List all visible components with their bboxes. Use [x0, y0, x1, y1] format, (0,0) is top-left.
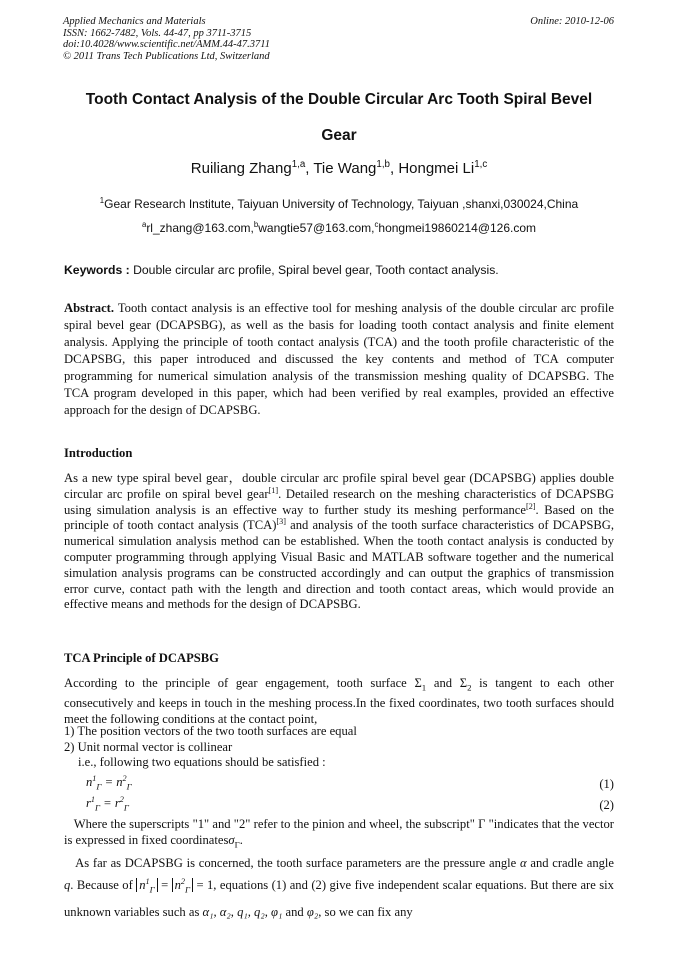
tca-text: and	[433, 676, 453, 690]
email-address: rl_zhang@163.com,	[146, 221, 254, 235]
condition-1: 1) The position vectors of the two tooth surfaces are equal	[64, 724, 357, 738]
eq-symbol: = n	[104, 775, 123, 789]
eq-symbol: n	[139, 878, 146, 892]
sigma-gamma-sub: Γ	[234, 839, 240, 850]
issn-line: ISSN: 1662-7482, Vols. 44-47, pp 3711-3715	[63, 27, 252, 39]
citation-3: [3]	[276, 517, 286, 527]
email-sup: a	[141, 220, 147, 229]
tca-text: and	[285, 904, 304, 919]
eq-symbol: n	[174, 878, 181, 892]
sigma-2	[459, 676, 472, 693]
sigma-symbol: Σ	[459, 676, 468, 690]
author-sup: 1,b	[376, 159, 390, 170]
equations-intro: i.e., following two equations should be satisfied :	[78, 755, 326, 769]
online-date: Online: 2010-12-06	[530, 16, 614, 27]
doi-line: doi:10.4028/www.scientific.net/AMM.44-47.3711	[63, 39, 270, 50]
author-sup: 1,a	[291, 159, 306, 170]
condition-2: 2) Unit normal vector is collinear	[64, 739, 233, 754]
eq-sup: 2	[180, 876, 185, 886]
affiliation-text: Gear Research Institute, Taiyuan University of Technology, Taiyuan ,shanxi,030024,China	[104, 197, 579, 211]
affiliation-sup: 1	[99, 196, 105, 205]
eq-sub: Γ	[149, 884, 155, 895]
citation-1: [1]	[268, 485, 279, 495]
author-name: Ruiliang Zhang	[190, 160, 292, 177]
tca-text: is tangent to each other consecutively and keeps in touch in the meshing process.In the fixed coordinates, two tooth surfaces should meet the following conditions at the contact point,	[64, 676, 615, 727]
eq-symbol: =	[161, 878, 172, 892]
equation-1	[86, 775, 132, 792]
equation-1-number: (1)	[599, 777, 614, 791]
tca-text: According to the principle of gear engagement, tooth surface	[64, 676, 407, 690]
eq-sup: 2	[119, 794, 124, 804]
tca-text: . Because of	[70, 878, 133, 892]
phi2-symbol: φ₂	[306, 904, 319, 919]
intro-text: As a new type spiral bevel gear，double circular arc profile spiral bevel gear (DCAPSBG) applies double circular arc profile on spiral bevel gear	[64, 471, 614, 501]
abstract-label: Abstract.	[64, 301, 115, 315]
q-symbol: q	[64, 878, 71, 892]
sigma-1	[414, 676, 427, 693]
author-emails	[40, 221, 638, 235]
keywords	[64, 263, 624, 277]
tca-paragraph-1	[64, 676, 614, 728]
tca-text: As far as DCAPSBG is concerned, the tooth surface parameters are the pressure angle	[75, 856, 517, 870]
eq-sup: 1	[92, 773, 97, 783]
intro-text: . Based on the principle of tooth contact analysis (TCA)	[64, 502, 614, 533]
sigma-sub: 1	[421, 682, 427, 693]
intro-text: . Detailed research on the meshing characteristics of DCAPSBG using simulation analysis is an effective way to further study its meshing performance	[64, 486, 614, 517]
sigma-gamma-symbol: σ	[228, 832, 235, 847]
tca-conditions	[64, 724, 357, 771]
email-address: hongmei19860214@126.com	[378, 221, 537, 235]
copyright-line: © 2011 Trans Tech Publications Ltd, Switzerland	[63, 50, 270, 62]
norm-n1	[136, 876, 157, 895]
tca-text: , equations (1) and (2) give five independent scalar equations. But there are six unknown variables such as	[64, 878, 614, 919]
eq-sub: Γ	[185, 884, 191, 895]
eq-sup: 2	[122, 773, 127, 783]
eq-symbol: n	[86, 775, 93, 789]
journal-header	[63, 16, 270, 62]
author-name: Tie Wang	[313, 160, 377, 177]
eq-sub: Γ	[126, 781, 132, 792]
equation-2	[86, 796, 129, 813]
intro-text: and analysis of the tooth surface characteristics of DCAPSBG, numerical simulation analysis method can be established. When the tooth contact analysis is conducted by computer programming through applying Visual Basic and MATLAB software together and the numerical simulation analysis programs can be constructed accordingly and can output the graphics of transmission error curve, contact path with the length and direction and tooth contact areas, which would provide an effective means and methods for the design of DCAPSBG.	[64, 518, 614, 612]
email-sup: c	[374, 220, 379, 229]
paper-title-line1: Tooth Contact Analysis of the Double Circular Arc Tooth Spiral Bevel	[85, 91, 593, 108]
keywords-label: Keywords :	[64, 263, 130, 277]
sigma-sub: 2	[467, 682, 472, 693]
tca-text: .	[239, 832, 243, 847]
abstract-text: Tooth contact analysis is an effective tool for meshing analysis of the double circular arc profile spiral bevel gear (DCAPSBG), as well as the basis for loading tooth contact analysis and finite element analysis. Applying the principle of tooth contact analysis (TCA) and the tooth profile characteristic of the DCAPSBG, this paper introduced and discussed the key contents and method of TCA computer programming for numerical simulation analysis of the transmission meshing quality of DCAPSBG. The TCA program developed in this paper, which had been verified by real examples, provided an effective approach for the design of DCAPSBG.	[64, 301, 614, 417]
eq-sup: 1	[145, 876, 150, 886]
equation-2-number: (2)	[599, 798, 614, 812]
email-sup: b	[253, 220, 259, 229]
norm-n2	[172, 876, 193, 895]
unknown-variables: α₁, α₂, q₁, q₂, φ₁	[202, 904, 283, 919]
tca-paragraph-3	[64, 852, 614, 923]
tca-text: and cradle angle	[530, 856, 615, 870]
eq-sub: Γ	[95, 802, 101, 813]
tca-heading: TCA Principle of DCAPSBG	[64, 651, 219, 665]
tca-text: , so we can fix any	[318, 904, 413, 919]
eq-symbol: = r	[103, 796, 120, 810]
author-sup: 1,c	[474, 159, 488, 170]
abstract	[64, 300, 614, 419]
tca-paragraph-2	[64, 817, 614, 853]
author-list: Ruiliang Zhang$^{1,a}$, Tie Wang$^{1,b}$, Hongmei Li$^{1,c}$	[190, 159, 488, 177]
sigma-symbol: Σ	[414, 676, 422, 690]
eq-sub: Γ	[123, 802, 129, 813]
email-address: wangtie57@163.com,	[258, 221, 375, 235]
introduction-heading: Introduction	[64, 446, 133, 460]
author-name: Hongmei Li	[398, 160, 475, 177]
affiliation	[40, 197, 638, 211]
citation-2: [2]	[525, 501, 536, 511]
alpha-symbol: α	[520, 856, 527, 870]
introduction-paragraph	[64, 471, 614, 613]
journal-name: Applied Mechanics and Materials	[63, 16, 206, 27]
tca-text: Where the superscripts "1" and "2" refer to the pinion and wheel, the subscript" Γ "indicates that the vector is expressed in fixed coordinates	[64, 817, 614, 847]
eq-symbol: r	[86, 796, 91, 810]
paper-title-line2: Gear	[321, 127, 357, 144]
keywords-text: Double circular arc profile, Spiral bevel gear, Tooth contact analysis.	[133, 263, 499, 277]
eq-sup: 1	[90, 794, 95, 804]
eq-sub: Γ	[96, 781, 102, 792]
eq-symbol: = 1	[196, 878, 214, 892]
